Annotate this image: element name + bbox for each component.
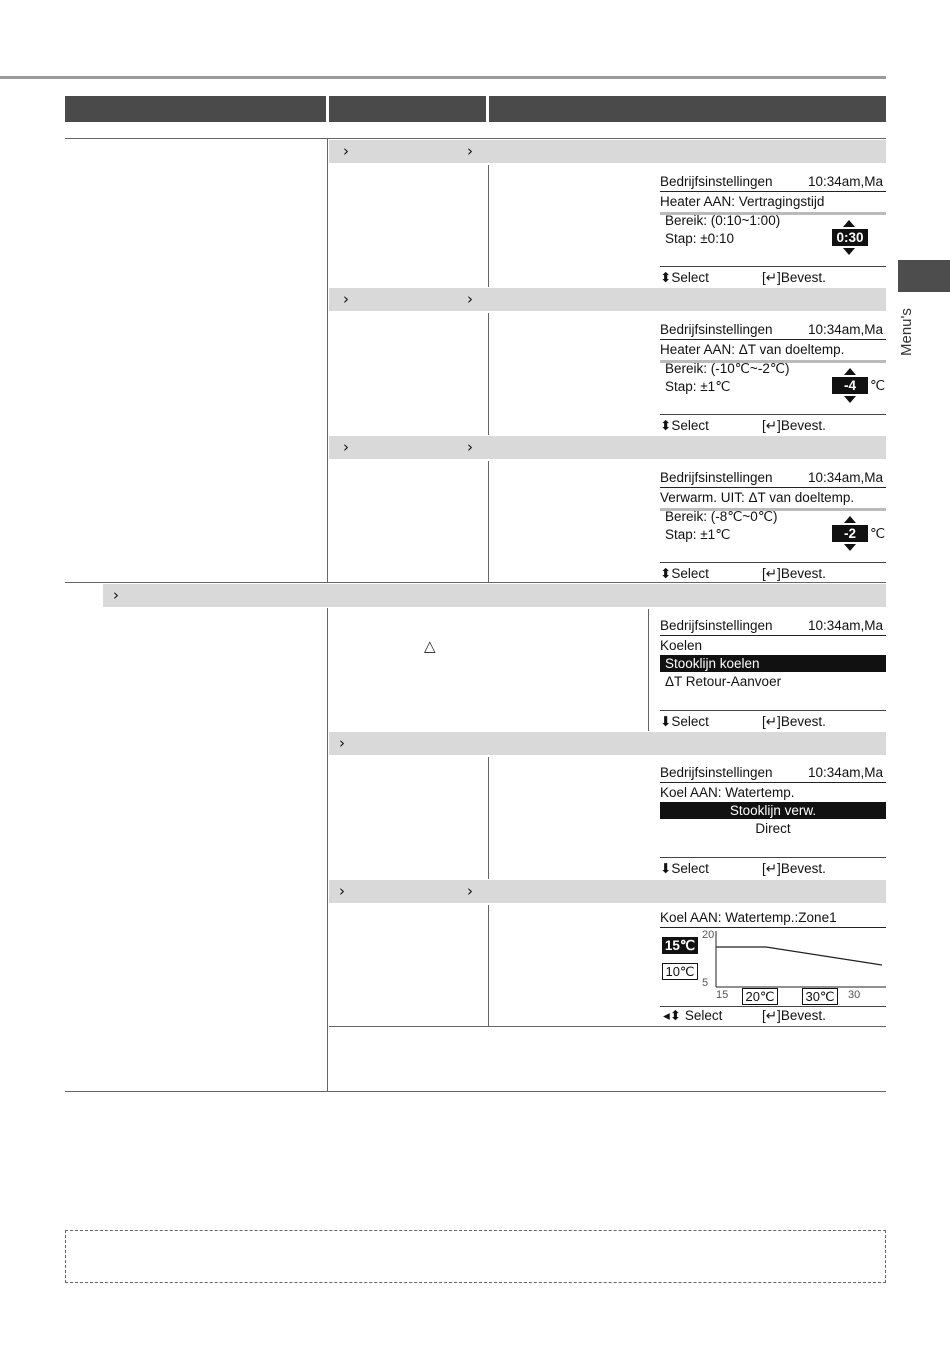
value-box: -2 <box>832 525 868 542</box>
four-way-arrow-icon: ◂⬍ <box>663 1008 685 1023</box>
chevron-right-icon: › <box>339 734 345 752</box>
table-divider <box>488 757 489 879</box>
chevron-right-icon: › <box>467 290 473 308</box>
table-rule <box>329 1026 886 1027</box>
screen-subtitle: Koel AAN: Watertemp. <box>660 785 795 800</box>
screen-subtitle: Verwarm. UIT: ΔT van doeltemp. <box>660 490 855 505</box>
up-arrow-icon <box>844 368 856 375</box>
screen-title: Bedrijfsinstellingen <box>660 470 773 485</box>
select-label: Select <box>684 1008 723 1023</box>
up-arrow-icon <box>843 220 855 227</box>
confirm-label: [↵]Bevest. <box>762 861 826 876</box>
screen-subtitle: Heater AAN: ΔT van doeltemp. <box>660 342 845 357</box>
y-high-box[interactable]: 15℃ <box>662 937 698 954</box>
section-bar <box>329 880 886 903</box>
section-bar <box>329 732 886 755</box>
screen-subtitle: Heater AAN: Vertragingstijd <box>660 194 825 209</box>
screen-title: Bedrijfsinstellingen <box>660 765 773 780</box>
screen-time: 10:34am,Ma <box>808 765 884 780</box>
section-bar <box>329 140 886 163</box>
table-header-col2 <box>329 96 486 122</box>
down-arrow-icon <box>844 544 856 551</box>
chevron-right-icon: › <box>467 142 473 160</box>
menu-option-selected[interactable]: Stooklijn verw. <box>660 802 886 819</box>
menu-option[interactable]: Direct <box>755 821 791 836</box>
table-divider <box>488 165 489 287</box>
down-arrow-icon: ⬇ <box>660 714 672 729</box>
x-right-box[interactable]: 30℃ <box>802 988 838 1005</box>
lcd-screen-zone1-curve <box>660 909 886 1025</box>
confirm-label: [↵]Bevest. <box>762 270 826 285</box>
section-bar-wide <box>103 584 886 607</box>
select-label: Select <box>671 861 709 876</box>
table-rule <box>65 138 886 139</box>
menu-option[interactable]: ΔT Retour-Aanvoer <box>665 674 782 689</box>
chevron-right-icon: › <box>343 290 349 308</box>
top-rule <box>0 76 886 79</box>
screen-title: Bedrijfsinstellingen <box>660 174 773 189</box>
screen-title: Bedrijfsinstellingen <box>660 618 773 633</box>
table-divider <box>648 609 649 731</box>
range-text: Bereik: (-8℃~0℃) <box>665 509 778 524</box>
down-arrow-icon <box>843 248 855 255</box>
updown-icon: ⬍ <box>660 566 672 581</box>
y-min-label: 5 <box>702 977 709 989</box>
select-label: Select <box>671 418 709 433</box>
chevron-right-icon: › <box>467 438 473 456</box>
section-bar <box>329 436 886 459</box>
chevron-right-icon: › <box>467 882 473 900</box>
screen-title: Bedrijfsinstellingen <box>660 322 773 337</box>
side-tab <box>898 260 950 292</box>
step-text: Stap: ±1℃ <box>665 379 731 394</box>
lcd-screen-cool-water-temp <box>660 761 886 879</box>
range-text: Bereik: (0:10~1:00) <box>665 213 781 228</box>
confirm-label: [↵]Bevest. <box>762 714 826 729</box>
table-divider <box>488 461 489 583</box>
chevron-right-icon: › <box>339 882 345 900</box>
table-divider <box>488 905 489 1027</box>
screen-time: 10:34am,Ma <box>808 322 884 337</box>
screen-time: 10:34am,Ma <box>808 174 884 189</box>
y-low-box[interactable]: 10℃ <box>662 963 698 980</box>
lcd-screen-heater-delta <box>660 318 886 436</box>
up-arrow-icon <box>844 516 856 523</box>
updown-icon: ⬍ <box>660 270 672 285</box>
x-min-label: 15 <box>716 989 729 1001</box>
select-label: Select <box>671 566 709 581</box>
menu-option-selected[interactable]: Stooklijn koelen <box>660 655 886 672</box>
lcd-screen-heating-off-delta <box>660 466 886 584</box>
confirm-label: [↵]Bevest. <box>762 566 826 581</box>
down-arrow-icon: ⬇ <box>660 861 672 876</box>
confirm-label: [↵]Bevest. <box>762 418 826 433</box>
down-arrow-icon <box>844 396 856 403</box>
unit-label: ℃ <box>870 378 886 393</box>
step-text: Stap: ±0:10 <box>665 231 734 246</box>
screen-time: 10:34am,Ma <box>808 470 884 485</box>
select-label: Select <box>671 270 709 285</box>
chevron-right-icon: › <box>113 586 119 604</box>
lcd-screen-cooling-menu <box>660 614 886 732</box>
lcd-screen-delay <box>660 170 886 288</box>
table-divider <box>327 138 328 583</box>
value-box: 0:30 <box>832 229 868 246</box>
unit-label: ℃ <box>870 526 886 541</box>
select-label: Select <box>671 714 709 729</box>
confirm-label: [↵]Bevest. <box>762 1008 826 1023</box>
chevron-right-icon: › <box>343 438 349 456</box>
step-text: Stap: ±1℃ <box>665 527 731 542</box>
x-max-label: 30 <box>848 989 861 1001</box>
table-divider <box>327 608 328 1092</box>
screen-subtitle: Koelen <box>660 638 703 653</box>
table-header-col1 <box>65 96 326 122</box>
value-box: -4 <box>832 377 868 394</box>
table-rule <box>65 1091 886 1092</box>
note-box <box>65 1230 886 1283</box>
section-bar <box>329 288 886 311</box>
side-tab-label: Menu's <box>898 308 915 356</box>
table-divider <box>488 313 489 435</box>
table-header-col3 <box>489 96 886 122</box>
screen-title: Koel AAN: Watertemp.:Zone1 <box>660 910 837 925</box>
range-text: Bereik: (-10℃~-2℃) <box>665 361 790 376</box>
x-left-box[interactable]: 20℃ <box>742 988 778 1005</box>
y-max-label: 20 <box>702 929 715 941</box>
chevron-right-icon: › <box>343 142 349 160</box>
triangle-symbol: △ <box>424 638 436 655</box>
screen-time: 10:34am,Ma <box>808 618 884 633</box>
updown-icon: ⬍ <box>660 418 672 433</box>
